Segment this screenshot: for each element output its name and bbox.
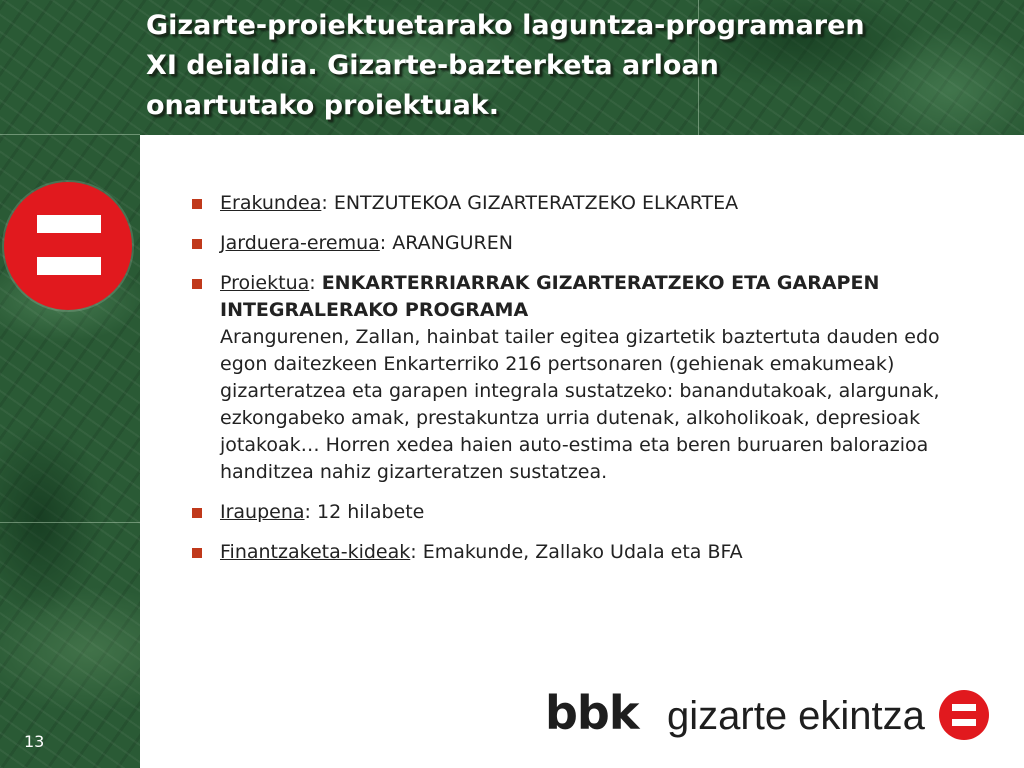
project-details-list — [188, 190, 988, 579]
item-label: Finantzaketa-kideak — [220, 541, 411, 563]
item-value: ARANGUREN — [392, 232, 513, 254]
list-item-erakundea — [188, 190, 988, 217]
equals-logo-small-icon — [939, 690, 989, 740]
brand-gizarte-ekintza: gizarte ekintza — [667, 694, 925, 738]
item-label: Proiektua — [220, 272, 310, 294]
item-separator: : — [304, 501, 317, 523]
bullet-icon — [192, 279, 202, 289]
list-item-proiektua — [188, 270, 988, 486]
page-number: 13 — [24, 732, 45, 751]
project-name: ENKARTERRIARRAK GIZARTERATZEKO ETA GARAPEN INTEGRALERAKO PROGRAMA — [220, 272, 880, 321]
list-item-finantzaketa-kideak — [188, 539, 988, 566]
item-separator: : — [410, 541, 423, 563]
list-item-jarduera-eremua — [188, 230, 988, 257]
item-value: 12 hilabete — [317, 501, 425, 523]
equals-logo-icon — [4, 182, 132, 310]
slide-title — [146, 6, 1006, 126]
brand-bbk: bbk — [545, 686, 639, 740]
bullet-icon — [192, 508, 202, 518]
slide-title-line: XI deialdia. Gizarte-bazterketa arloan — [146, 50, 719, 81]
item-separator: : — [379, 232, 393, 254]
item-separator: : — [309, 272, 322, 294]
grid-line — [0, 522, 140, 523]
grid-line — [0, 134, 140, 135]
bbk-gizarte-ekintza-logo — [545, 688, 995, 744]
item-label: Erakundea — [220, 192, 322, 214]
item-value: Emakunde, Zallako Udala eta BFA — [422, 541, 743, 563]
slide-title-line: onartutako proiektuak. — [146, 90, 500, 121]
list-item-iraupena — [188, 499, 988, 526]
item-separator: : — [321, 192, 334, 214]
bullet-icon — [192, 548, 202, 558]
item-label: Jarduera-eremua — [220, 232, 380, 254]
item-label: Iraupena — [220, 501, 305, 523]
item-value: ENTZUTEKOA GIZARTERATZEKO ELKARTEA — [333, 192, 739, 214]
project-description: Arangurenen, Zallan, hainbat tailer egitea gizartetik baztertuta dauden edo egon daitezkeen Enkarterriko 216 pertsonaren (gehienak emakumeak) gizarteratzea eta garapen integrala sustatzeko: banandutakoak, alargunak, ezkongabeko amak, prestakuntza urria dutenak, alkoholikoak, depresioak jotakoak… Horren xedea haien auto-estima eta beren buruaren balorazioa handitzea nahiz gizarteratzen sustatzea. — [220, 326, 940, 483]
bullet-icon — [192, 239, 202, 249]
slide-title-line: Gizarte-proiektuetarako laguntza-programaren — [146, 10, 865, 41]
bullet-icon — [192, 199, 202, 209]
